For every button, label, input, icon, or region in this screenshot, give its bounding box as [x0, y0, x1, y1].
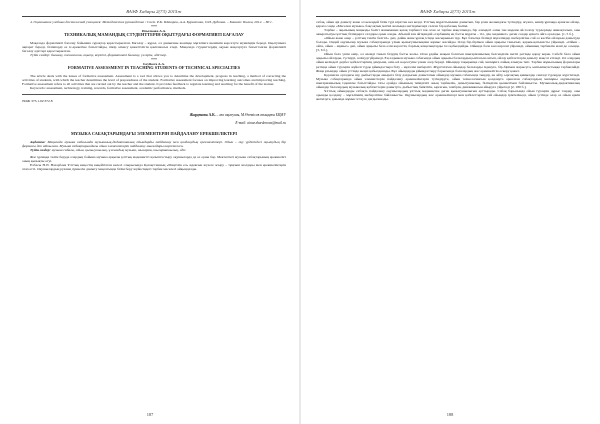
- keywords2-text: музыка сабағы, ойын, қызығушылық, ұжымдық музыка, шығарма, шығармашылық, әдіс.: [51, 147, 187, 152]
- author2-name: Жарденова А.К.: [189, 113, 216, 118]
- separator-stars-2: ***: [151, 57, 157, 63]
- udk-code: ӘОЖ 373.1.02:372.8: [22, 98, 53, 103]
- article2-title: МҰЗЫКА САБАҚТАРЫНДАҒЫ ЭЛЕМЕНТЕРІН ПАЙДАЛАНУ ЕРЕКШЕЛІКТЕРІ: [70, 130, 238, 136]
- book-gutter: [299, 0, 301, 424]
- keywords2-label: Түйін сөздер:: [30, 147, 51, 152]
- annotation-label: Аңдатпа:: [30, 139, 46, 144]
- body-paragraph: «Ойын және өнер – ұлттың тектік белгісі» деп, дәйек және ұрпақ ісінде жасырынып тұр. Бұл бағытқа білімді мұғалімдер шеберлігіне сай өз кәсіби ойларын дамытуда болады. Ондай оқушылар музыка сабақтарында үлкен қызығушылықпен жұмыс жасайды. Олар бір-бірімен ойын арқылы танысып, қарым-қатынасты үйренеді. «Ойын – ойла, ойын – жұмыс» деп, ойын арқылы бала өзін көрсетіп, барлық жаңалықтарды тез қабылдайды. Ойында бала көп нәрсені үйренеді, ойынның тәрбиелік мәні де осында. [3, 6 б.].: [316, 36, 580, 53]
- body-paragraph: Ұлттық ойындарды сабақта пайдалану оқушылардың ұлттық мәдениетке деген қызығушылығын арттырады. Сабақ барысында ойын түрлерін дұрыс таңдау, оны орынды қолдану – мұғалімнің шеберлігіне байланысты. Оқушылардың жас ерекшеліктері мен қабілеттеріне сай ойындар іріктелінеді, ойын үстінде олар өз ойын еркін жеткізуге, ұжымда жұмыс істеуге дағдыланады.: [316, 88, 580, 101]
- kz-author: Исылкова А.А.: [141, 29, 167, 34]
- kz-keywords: Түйін сөздер: бағалау, технология, оқыту, керісті, формативті бағалау, үлгерім, әдістер.: [30, 53, 167, 58]
- body-paragraph: Елбасы Н.Ә. Назарбаев Ұлттық кеңестің кеңейтілген келесі отырысында Қазақстанның «Мәңгілік ел» идеясын жүзеге асыру – тұңғыш жолдары мен ерекшеліктерін атап өтті. Оқушылардың рухани дүниесін дамыту мақсатында білім беру жүйесіндегі тәрбие мәселесі айқындалды.: [22, 162, 286, 171]
- author2-email: E-mail: ainur.zhardenova@mail.ru: [235, 121, 286, 126]
- body-paragraph: Қоршаған ортадағы шу, дыбыстарды ажырата білу дағдысын дамытатын ойындар музыка сабағында тыңдау, ән айту, ырғақтық қимылдар секілді түрлерде жүргізіледі. Музыка сабақтарында ойын элементтерін пайдалану ерекшеліктерін түсіндіруге, ойын технологиясын қолдануға арналған сабақтардың мазмұны оқушыларды шығармашылық ізденіске бағыттайды. Осы орайда ойынның тиімділігі оның тәрбиелік, дамытушылық, білімділік қызметімен байланысты. Музыкалық-дидактикалық ойындар балалардың музыкалық қабілеттерін дамытуға, дыбыстың биіктігін, ырғағын, тембрін, динамикасын айыруға үйретеді [2, 180 б.].: [316, 72, 580, 89]
- section-divider: [22, 94, 286, 95]
- en-article-title: FORMATIVE ASSESSMENT IN TEACHING STUDENTS OF TECHNICAL SPECIALTIES: [67, 65, 241, 71]
- en-abstract: The article deals with the issues of formative assessment. Assessment is a tool that allows you to determine the development, progress in teaching, a method of correcting the activities of students, with which the teacher determines the level of preparedness of the student. Formative assessment focuses on improving learning outcomes and improving teaching. Formative assessment refers to all activities that are carried out by the teacher and the student. It provides feedback to regulate learning and teaching for the benefit of the learner.: [22, 74, 286, 87]
- reference-continuation: 4. Оценивание учебных достижений учащихся: Методическое руководство / Сост. Р.К. Шакиров, А.А. Буркитова, О.И. Дудкина. – Бишкек: Билим, 2012. – 80 с.: [30, 20, 273, 24]
- author2-line: [22, 113, 286, 117]
- author2-info: – аға оқытушы, М.Өтемісов атындағы БҚМУ: [216, 113, 286, 118]
- body-paragraph: Жас ұрпаққа тәлім беруде олардың бойына музыка арқылы ұлттық мәдениетті қалыптастыру оқушыларда да өз орны бар. Мектептегі музыка сабақтарының ерекшелігі оның қызықты өтуі.: [22, 154, 286, 163]
- body-paragraph: Тәрбие – ақылының маңызды бөлігі жаныменен қазақ тәрбиесі тек оған ол тәрбие мақсатында, бір әлемдегі өзіне тән мәдени ой-толғау түрлерінде жинақталып, оны ажыратылуы ұлттың білімдерге салдары орын алады. Абылай хан айтқандай «тәрбиенің ең басты мұраты – тіл, дін, мәдениет» деген сөздер еріксіз ойға оралады. [1, 5 б.].: [316, 28, 580, 37]
- en-author: Issylkova A.A.: [143, 62, 165, 67]
- right-page: [300, 0, 600, 424]
- running-head-right: ВАЗФ Хабары 2(73) 2015ж: [316, 9, 580, 17]
- page-number-right: 188: [446, 412, 454, 417]
- body-paragraph: сабақ, ойын әрі дамыту және ол кезеңдей білік түрі кірістен кез келді. Ұлттық мұраттығымен дамытып, бар ұлан жолындағы түсіндіру, жүзеге, кешір ұрпаққа арнаған ойлар, қараға сәнде «Мәселен музыка» бақсақтың мәтіні жолында негіздемелері салған бір қабалық бөлімі.: [316, 20, 580, 29]
- body-paragraph: Ойын бала үшін өмір, ол әлемді танып білудің басты жолы. Оған ұдайы жақын болатын шығармашылық белсенділік негізі ретінде қарау керек. Себебі бала ойын арқылы ойлауды, түсінуді, сезінуді үйренеді. Ең алдымен музыка сабағында ойын арқылы балалардың ынтасын оятып, ойлау қабілеттерін дамыту мақсат етіледі. Ол олардың ойын кезіндегі дербес қабілеттерінің дамуына, өзін-өзі көрсетуіне үлкен әсер береді. Ойындар тақырыпқа сай, мазмұнға лайық алынуы тиіс. Тәрбие жұмысының формалары ретінде ойын түрлерін жүйелі түрде ұйымдастыра білу – мұғалім шеберлігі. Жүргізілген ойындар балаларды ізденуге, бір-бірімен жарысуға, ынтымақтастыққа тәрбиелейді. Жаңа ұғымдар ойын үстінде жеңіл қабылданады. Бұл ойындарды ұйымдастыру барысында балалардың жас ерекшелігін ескеру қажет.: [316, 52, 580, 73]
- annotation: [22, 140, 286, 148]
- en-keywords: Keywords: assessment, technology, training, rewards, formative assessment, academic performance, methods.: [30, 86, 187, 91]
- page-number-left: 187: [146, 412, 154, 417]
- kz-abstract: Мақалада формативті бағалау бойынша сұрақтар қарастырылған. Бағалау – құрал, ол дамығаны жөнінде мұғалімге шешімін көрсетуге мүмкіндік береді. Оқытушыға ақпарат береді, білімгерді өз іс-әрекетіне бағыттайды, пікір алмасу қажеттілігін қамтамасыз етеді. Мақалада студенттердің оқуын жақсартуға бағытталған формативті бағалау әдістері қарастырылған.: [22, 41, 286, 54]
- separator-stars: ***: [151, 24, 157, 30]
- kz-article-title: ТЕХНИКАЛЫҚ МАМАНДЫҚ СТУДЕНТТЕРІН ОҚЫТУДАҒЫ ФОРМАТИВТІ БАҒАЛАУ: [64, 32, 244, 38]
- annotation-text: Мақалада музыка сабағында музыкалық-дидактикалық ойындарды пайдалану мен қолданудың ерекшеліктері. Ойын – оқу үрдісіндегі оқытудың бір формасы деп айтылған. Музыка сабақтарындағы ойын элементтерін пайдалану мысалдары көрсетілген.: [22, 139, 286, 148]
- running-head-left: ВАЗФ Хабары 2(73) 2015ж: [22, 9, 286, 17]
